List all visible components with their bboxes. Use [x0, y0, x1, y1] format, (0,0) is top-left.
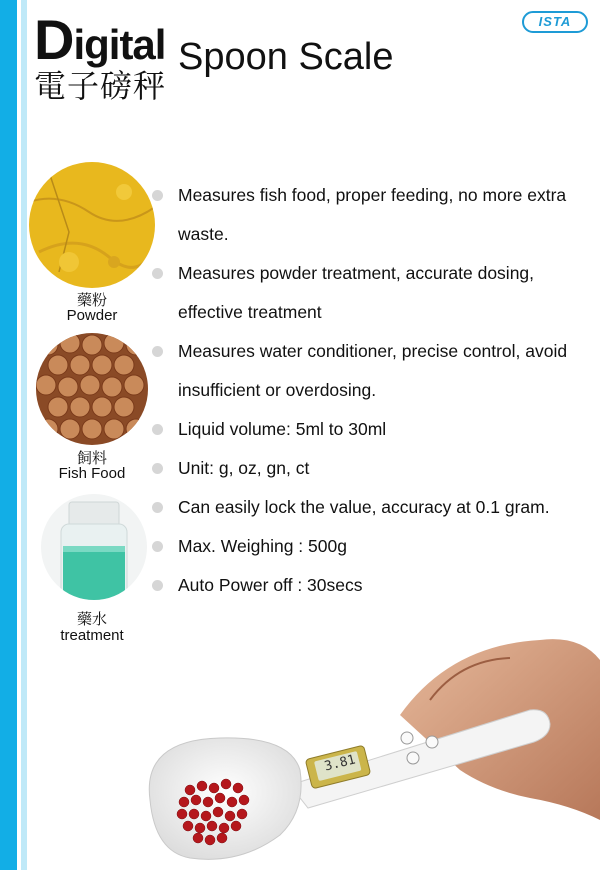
bullet-dot [152, 463, 163, 474]
page-title: Spoon Scale [178, 36, 394, 78]
side-stripe-light [21, 0, 27, 870]
bullet-dot [152, 424, 163, 435]
fish-food-image [36, 333, 148, 445]
feature-item: Can easily lock the value, accuracy at 0.1 gram. [150, 488, 590, 527]
bullet-dot [152, 502, 163, 513]
bullet-dot [152, 580, 163, 591]
feature-item: Auto Power off : 30secs [150, 566, 590, 605]
title-chinese: 電子磅秤 [34, 68, 167, 104]
scale-display-reading: 3.81 [322, 752, 358, 775]
feature-item: Max. Weighing : 500g [150, 527, 590, 566]
treatment-label-chinese: 藥水 [76, 611, 107, 628]
powder-label: Powder [66, 307, 118, 324]
treatment-image [41, 494, 147, 600]
fish-food-label: Fish Food [58, 465, 126, 482]
feature-list [150, 176, 590, 605]
treatment-label: treatment [60, 627, 124, 644]
feature-item: Measures fish food, proper feeding, no more extra waste. [150, 176, 590, 254]
powder-image [29, 162, 155, 288]
powder-label-chinese: 藥粉 [76, 292, 107, 309]
brand-logo: ISTA [522, 11, 588, 33]
feature-item: Measures water conditioner, precise control, avoid insufficient or overdosing. [150, 332, 590, 410]
bullet-dot [152, 346, 163, 357]
title-digital: Digital [34, 8, 166, 71]
product-photo [130, 620, 600, 870]
feature-item: Unit: g, oz, gn, ct [150, 449, 590, 488]
fish-food-label-chinese: 飼料 [76, 450, 107, 467]
feature-item: Liquid volume: 5ml to 30ml [150, 410, 590, 449]
bullet-dot [152, 268, 163, 279]
bullet-dot [152, 190, 163, 201]
feature-item: Measures powder treatment, accurate dosing, effective treatment [150, 254, 590, 332]
side-stripe [0, 0, 17, 870]
bullet-dot [152, 541, 163, 552]
